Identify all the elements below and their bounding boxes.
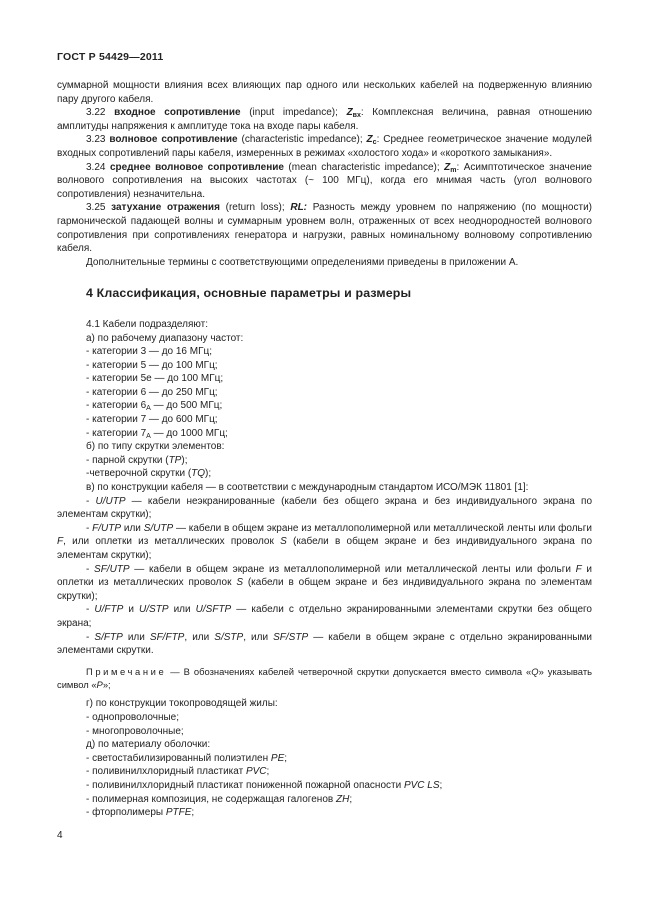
item-text: ;: [284, 752, 288, 764]
definition-3-23: [57, 133, 592, 160]
list-item: [57, 793, 592, 807]
item-code: PE: [270, 752, 285, 764]
definition-text: : Комплексная величина, равная отношению амплитуды напряжения к амплитуде тока на входе пары кабеля.: [57, 107, 592, 132]
list-item: - категории 3 — до 16 МГц;: [86, 346, 213, 358]
list-item: [57, 454, 592, 468]
item-text: — до 500 МГц;: [150, 400, 223, 412]
item-code: ZH: [335, 793, 350, 805]
item-code: PTFE: [165, 807, 192, 819]
classification-list: [57, 318, 592, 658]
item-text: -: [86, 495, 96, 507]
item-text: -четверочной скрутки (: [86, 468, 192, 480]
item-text: — до 1000 МГц;: [150, 427, 228, 439]
item-code: F/UTP: [92, 522, 122, 534]
item-code: S: [280, 536, 287, 548]
definition-3-25: [57, 201, 592, 255]
item-code: S: [236, 577, 243, 589]
classification-list-continued: [57, 697, 592, 819]
item-text: — кабели в общем экране из металлополимерной или металлической ленты или фольги: [173, 522, 593, 534]
definition-3-22: [57, 106, 592, 133]
item-subscript: А: [146, 405, 151, 413]
item-text: или: [121, 522, 144, 534]
definition-term: затухание отражения: [111, 202, 220, 214]
item-text: - поливинилхлоридный пластикат пониженной пожарной опасности: [86, 779, 404, 791]
definition-symbol: Z: [366, 134, 373, 146]
item-code: SF/STP: [273, 631, 309, 643]
symbol-subscript: m: [450, 166, 457, 174]
item-text: -: [86, 604, 95, 616]
item-code: U/SFTP: [195, 604, 232, 616]
list-item: [57, 603, 592, 630]
item-text: ;: [439, 779, 443, 791]
paragraph-additional-terms: Дополнительные термины с соответствующими определениями приведены в приложении А.: [86, 256, 519, 268]
definition-english: (input impedance);: [240, 107, 347, 119]
list-item: - категории 6 — до 250 МГц;: [86, 386, 218, 398]
definition-term: входное сопротивление: [114, 107, 241, 119]
definition-symbol: Z: [346, 107, 353, 119]
list-item: [57, 495, 592, 522]
item-code: S/STP: [214, 631, 244, 643]
item-code: SF/FTP: [149, 631, 185, 643]
note-symbol: Q: [531, 665, 539, 677]
item-text: или: [168, 604, 196, 616]
item-text: (кабели в общем экране и без индивидуального экрана по элементам скрутки);: [57, 577, 593, 602]
definition-number: 3.25: [86, 202, 112, 214]
item-text: - фторполимеры: [86, 807, 166, 819]
item-text: и оплетки из металлических проволок: [57, 563, 593, 589]
item-text: );: [181, 454, 188, 466]
item-text: — кабели с отдельно экранированными элементами скрутки без общего экрана;: [57, 604, 592, 629]
note-text: »;: [102, 678, 111, 690]
item-text: -: [86, 563, 95, 575]
note-symbol: P: [96, 678, 103, 690]
item-text: — кабели неэкранированные (кабели без общего экрана и без индивидуального экрана по элементам скрутки);: [57, 495, 593, 521]
item-code: F: [57, 536, 64, 548]
item-code: U/STP: [139, 604, 169, 616]
list-intro: 4.1 Кабели подразделяют:: [86, 318, 209, 330]
list-item: а) по рабочему диапазону частот:: [86, 332, 244, 344]
list-item: - категории 7 — до 600 МГц;: [86, 414, 218, 426]
list-item: - однопроволочные;: [86, 711, 179, 723]
definition-number: 3.22: [86, 107, 115, 119]
item-code: S/FTP: [94, 631, 123, 643]
item-code: PVC: [245, 766, 267, 778]
item-text: ;: [191, 807, 195, 819]
definition-text: : Асимптотическое значение волнового сопротивления на высоких частотах (~ 100 МГц), когда его мнимая часть (угол волнового сопротивления) незначительна.: [57, 161, 592, 200]
item-text: - полимерная композиция, не содержащая галогенов: [86, 793, 336, 805]
item-code: U/UTP: [95, 495, 126, 507]
list-item: [57, 631, 592, 658]
definition-term: волновое сопротивление: [109, 134, 238, 146]
definition-text: : Среднее геометрическое значение модулей входных сопротивлений пары кабеля, измеренных в режимах «холостого хода» и «короткого замыкания».: [57, 134, 592, 159]
item-code: S/UTP: [143, 522, 174, 534]
symbol-subscript: вх: [352, 112, 361, 120]
item-text: или: [122, 631, 150, 643]
definition-number: 3.24: [86, 161, 110, 173]
list-item: б) по типу скрутки элементов:: [86, 441, 225, 453]
list-item: [57, 427, 592, 441]
list-item: в) по конструкции кабеля — в соответствии с международным стандартом ИСО/МЭК 11801 [1]:: [86, 482, 529, 494]
list-item: [57, 779, 592, 793]
item-text: ;: [349, 793, 353, 805]
item-subscript: А: [146, 432, 151, 440]
page-number: 4: [57, 830, 63, 841]
definition-english: (return loss);: [219, 202, 291, 214]
item-text: , или оплетки из металлических проволок: [63, 536, 281, 548]
list-item: г) по конструкции токопроводящей жилы:: [86, 698, 278, 710]
item-code: U/FTP: [94, 604, 124, 616]
item-code: F: [575, 563, 582, 575]
item-code: PVC LS: [403, 779, 440, 791]
section-heading: 4 Классификация, основные параметры и размеры: [86, 286, 412, 301]
list-item: [57, 806, 592, 820]
definition-english: (characteristic impedance);: [237, 134, 367, 146]
symbol-subscript: c: [372, 139, 377, 147]
document-header: ГОСТ Р 54429—2011: [57, 51, 164, 63]
item-text: - парной скрутки (: [86, 454, 169, 466]
item-text: -: [86, 631, 95, 643]
definition-text: Разность между уровнем по напряжению (по мощности) гармонической падающей волны и суммарным уровнем волн, отраженных от всех неоднородностей волнового сопротивления при сопротивлениях генератора и нагрузки, равных номинальному волновому сопротивлению кабеля.: [57, 202, 592, 255]
definition-symbol: RL:: [290, 202, 308, 214]
item-code: TP: [168, 454, 182, 466]
definition-english: (mean characteristic impedance);: [283, 161, 445, 173]
note-text: » указывать символ «: [57, 665, 592, 690]
paragraph-continuation: суммарной мощности влияния всех влияющих пар одного или нескольких кабелей на подверженную влиянию пару другого кабеля.: [57, 80, 592, 105]
item-text: - категории 6: [86, 400, 147, 412]
item-text: - поливинилхлоридный пластикат: [86, 766, 246, 778]
item-text: -: [86, 522, 93, 534]
item-text: );: [205, 468, 212, 480]
list-item: [57, 399, 592, 413]
note-text: — В обозначениях кабелей четверочной скрутки допускается вместо символа «: [166, 665, 532, 677]
list-item: [57, 563, 592, 604]
item-code: SF/UTP: [94, 563, 130, 575]
item-text: , или: [184, 631, 215, 643]
item-text: (кабели в общем экране и без индивидуального экрана по элементам скрутки);: [57, 536, 593, 561]
item-text: и: [123, 604, 140, 616]
list-item: - категории 5е — до 100 МГц;: [86, 373, 224, 385]
list-item: д) по материалу оболочки:: [86, 739, 211, 751]
item-text: ;: [266, 766, 270, 778]
definition-3-24: [57, 161, 592, 202]
list-item: - многопроволочные;: [86, 725, 184, 737]
item-code: TQ: [191, 468, 206, 480]
item-text: — кабели в общем экране с отдельно экранированными элементами скрутки.: [57, 631, 592, 657]
item-text: - светостабилизированный полиэтилен: [86, 752, 271, 764]
list-item: [57, 765, 592, 779]
note: [57, 666, 592, 692]
item-text: , или: [243, 631, 274, 643]
list-item: [57, 752, 592, 766]
page-content: [57, 79, 592, 820]
definition-symbol: Z: [444, 161, 451, 173]
note-label: Примечание: [86, 665, 167, 677]
definition-term: среднее волновое сопротивление: [109, 161, 284, 173]
list-item: - категории 5 — до 100 МГц;: [86, 359, 218, 371]
list-item: [57, 467, 592, 481]
item-text: — кабели в общем экране из металлополимерной или металлической ленты или фольги: [129, 563, 576, 575]
list-item: [57, 522, 592, 563]
definition-number: 3.23: [86, 134, 110, 146]
item-text: - категории 7: [86, 427, 147, 439]
